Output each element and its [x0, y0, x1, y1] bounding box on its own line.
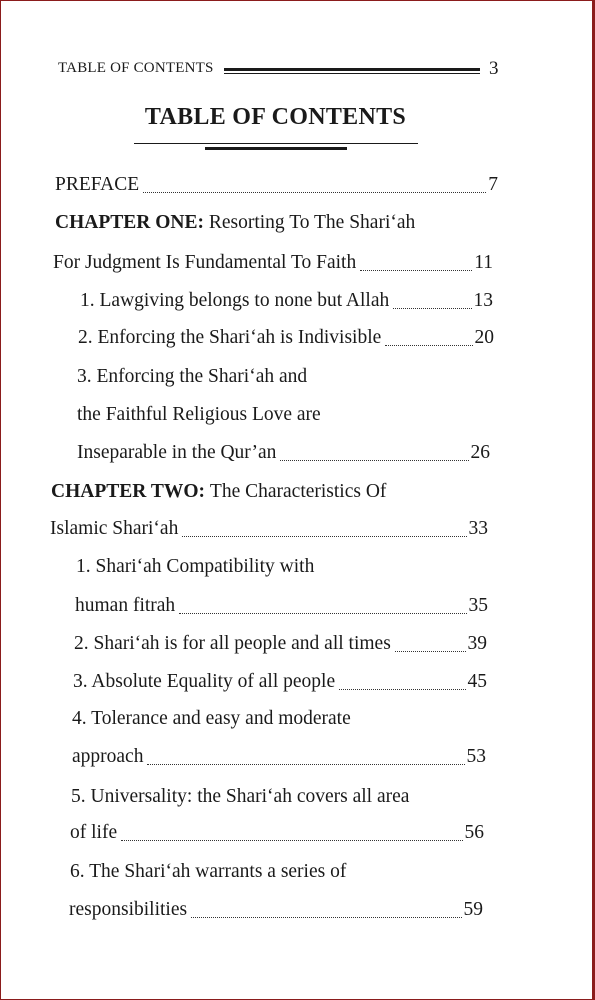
toc-entry-2-4[interactable]: [72, 746, 486, 772]
toc-entry-label: approach: [72, 746, 144, 767]
toc-entry-1-3-line1[interactable]: [77, 366, 493, 392]
toc-entry-page: 26: [470, 442, 490, 463]
toc-entry-label: 2. Enforcing the Shari‘ah is Indivisible: [78, 327, 382, 348]
running-head: [58, 60, 501, 82]
dot-leader: [339, 688, 465, 690]
toc-entry-1-3[interactable]: [77, 442, 490, 468]
toc-entry-page: 45: [467, 671, 487, 692]
toc-entry-2-1-line1[interactable]: [76, 556, 488, 582]
toc-entry-1-1[interactable]: [80, 290, 493, 316]
toc-entry-label: 3. Absolute Equality of all people: [73, 671, 336, 692]
toc-entry-2-6[interactable]: [69, 899, 483, 925]
toc-entry-2-6-line1[interactable]: [70, 861, 484, 887]
dot-leader: [121, 839, 462, 841]
toc-entry-preface[interactable]: [55, 174, 498, 200]
toc-entry-page: 13: [473, 290, 493, 311]
toc-entry-page: 20: [474, 327, 494, 348]
title-underline: [134, 143, 418, 144]
toc-entry-page: 39: [467, 633, 487, 654]
toc-entry-chapter-two[interactable]: [50, 518, 488, 544]
dot-leader: [179, 612, 466, 614]
toc-entry-2-5[interactable]: [70, 822, 484, 848]
running-head-title: TABLE OF CONTENTS: [58, 60, 214, 76]
toc-entry-label: Inseparable in the Qur’an: [77, 442, 277, 463]
toc-chapter-one-heading[interactable]: [55, 212, 495, 238]
dot-leader: [182, 535, 466, 537]
toc-entry-label: 3. Enforcing the Shari‘ah and: [77, 366, 308, 387]
toc-entry-label: 2. Shari‘ah is for all people and all times: [74, 633, 391, 654]
toc-entry-label: 5. Universality: the Shari‘ah covers all area: [71, 786, 410, 807]
toc-entry-2-4-line1[interactable]: [72, 708, 486, 734]
toc-entry-label: human fitrah: [75, 595, 176, 616]
toc-entry-label: 1. Lawgiving belongs to none but Allah: [80, 290, 390, 311]
toc-entry-label: PREFACE: [55, 174, 140, 195]
dot-leader: [360, 269, 472, 271]
toc-entry-label: 4. Tolerance and easy and moderate: [72, 708, 351, 729]
toc-chapter-two-heading[interactable]: [51, 481, 491, 507]
toc-entry-page: 33: [468, 518, 488, 539]
page-title: TABLE OF CONTENTS: [144, 104, 407, 130]
chapter-title-line1: Resorting To The Shari‘ah: [208, 212, 416, 233]
toc-entry-label: of life: [70, 822, 118, 843]
dot-leader: [191, 916, 461, 918]
toc-entry-label: 1. Shari‘ah Compatibility with: [76, 556, 315, 577]
toc-entry-page: 59: [463, 899, 483, 920]
toc-entry-1-2[interactable]: [78, 327, 494, 353]
dot-leader: [143, 191, 486, 193]
toc-entry-label: 6. The Shari‘ah warrants a series of: [70, 861, 347, 882]
chapter-label: CHAPTER TWO:: [51, 481, 206, 502]
toc-entry-2-1[interactable]: [75, 595, 488, 621]
toc-entry-page: 11: [474, 252, 493, 273]
toc-entry-page: 56: [464, 822, 484, 843]
toc-entry-label: the Faithful Religious Love are: [77, 404, 321, 425]
toc-entry-page: 7: [488, 174, 498, 195]
toc-entry-page: 35: [468, 595, 488, 616]
chapter-title-line2: For Judgment Is Fundamental To Faith: [53, 252, 357, 273]
toc-entry-page: 53: [466, 746, 486, 767]
toc-entry-label: responsibilities: [69, 899, 188, 920]
chapter-title-line1: The Characteristics Of: [209, 481, 387, 502]
toc-entry-1-3-line2[interactable]: [77, 404, 493, 430]
toc-entry-2-2[interactable]: [74, 633, 487, 659]
toc-entry-2-3[interactable]: [73, 671, 487, 697]
page-number: 3: [489, 58, 499, 79]
title-underline-bold: [205, 147, 347, 150]
dot-leader: [395, 650, 466, 652]
toc-entry-chapter-one[interactable]: [53, 252, 493, 278]
toc-entry-2-5-line1[interactable]: [71, 786, 485, 812]
dot-leader: [393, 307, 471, 309]
dot-leader: [280, 459, 468, 461]
dot-leader: [147, 763, 464, 765]
chapter-label: CHAPTER ONE:: [55, 212, 204, 233]
running-head-rule: [224, 68, 480, 75]
dot-leader: [385, 344, 472, 346]
chapter-title-line2: Islamic Shari‘ah: [50, 518, 179, 539]
